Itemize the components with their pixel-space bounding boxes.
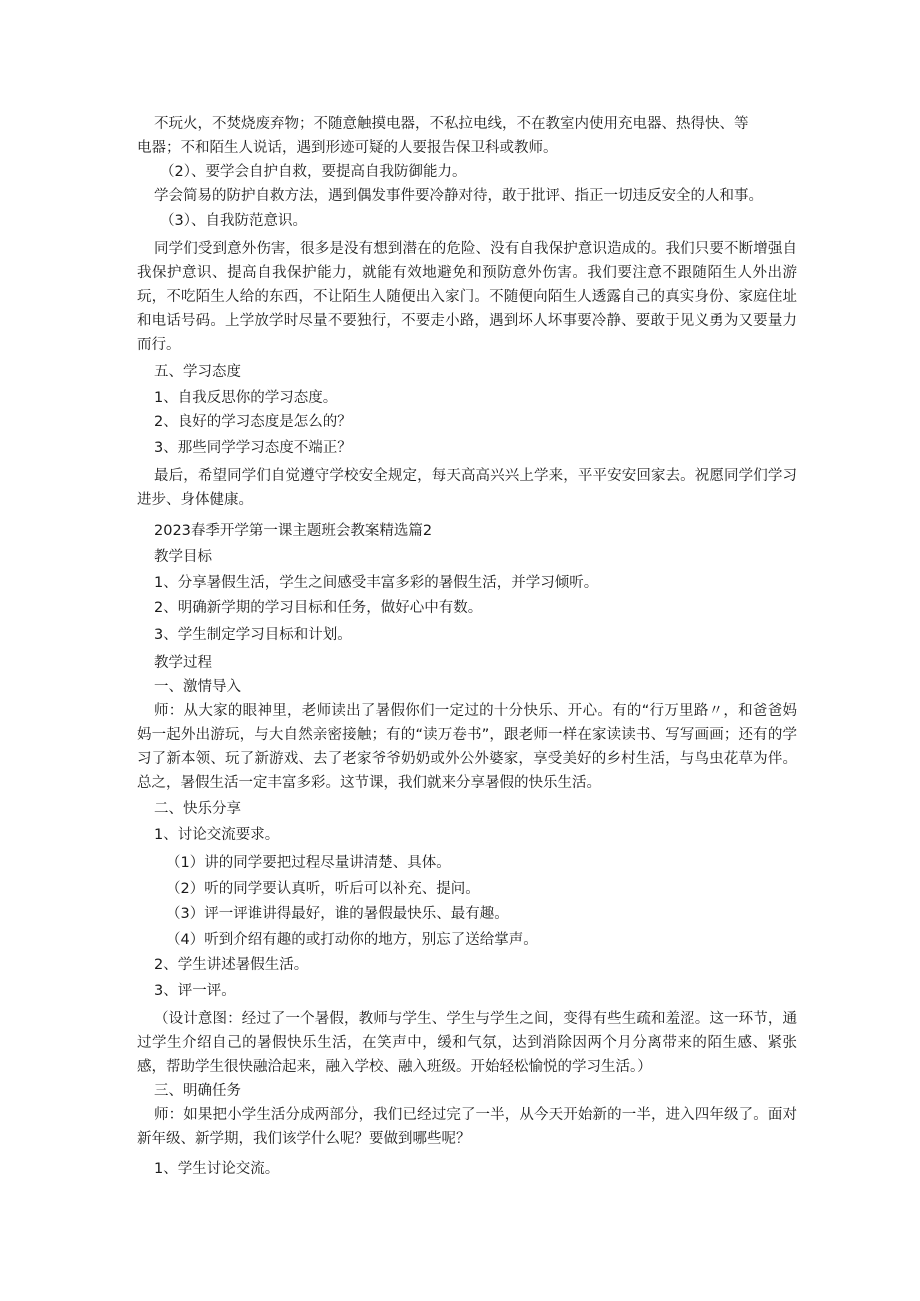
list-item: （2）听的同学要认真听，听后可以补充、提问。 — [166, 881, 480, 897]
section-title: 2023春季开学第一课主题班会教案精选篇2 — [154, 523, 433, 539]
section-heading: 三、明确任务 — [154, 1083, 241, 1099]
text-line: 学会简易的防护自救方法，遇到偶发事件要冷静对待，敢于批评、指正一切违反安全的人和事。 — [154, 188, 763, 204]
list-item: 1、分享暑假生活，学生之间感受丰富多彩的暑假生活，并学习倾听。 — [154, 575, 599, 591]
text-line: 电器；不和陌生人说话，遇到形迹可疑的人要报告保卫科或教师。 — [137, 140, 558, 156]
paragraph: 师：从大家的眼神里，老师读出了暑假你们一定过的十分快乐、开心。有的“行万里路〃，和爸爸妈妈一起外出游玩，与大自然亲密接触；有的“读万卷书”，跟老师一样在家读读书、写写画画；还有的学习了新本领、玩了新游戏、去了老家爷爷奶奶或外公外婆家，享受美好的乡村生活，与鸟虫花草为伴。总之，暑假生活一定丰富多彩。这节课，我们就来分享暑假的快乐生活。 — [137, 703, 797, 791]
list-item: （3）评一评谁讲得最好，谁的暑假最快乐、最有趣。 — [166, 906, 509, 922]
list-item: 3、那些同学学习态度不端正？ — [154, 440, 352, 456]
list-item: （4）听到介绍有趣的或打动你的地方，别忘了送给掌声。 — [166, 932, 538, 948]
paragraph: 师：如果把小学生活分成两部分，我们已经过完了一半，从今天开始新的一半，进入四年级了。面对新年级、新学期，我们该学什么呢？要做到哪些呢？ — [137, 1107, 797, 1147]
paragraph: 同学们受到意外伤害，很多是没有想到潜在的危险、没有自我保护意识造成的。我们只要不断增强自我保护意识、提高自我保护能力，就能有效地避免和预防意外伤害。我们要注意不跟随陌生人外出游玩，不吃陌生人给的东西，不让陌生人随便出入家门。不随便向陌生人透露自己的真实身份、家庭住址和电话号码。上学放学时尽量不要独行，不要走小路，遇到坏人坏事要冷静、要敢于见义勇为又要量力而行。 — [137, 241, 797, 353]
section-heading: 教学目标 — [154, 549, 212, 565]
list-item: 3、学生制定学习目标和计划。 — [154, 627, 352, 643]
text-line: 不玩火，不焚烧废弃物；不随意触摸电器，不私拉电线，不在教室内使用充电器、热得快、等 — [154, 116, 749, 132]
section-heading: 五、学习态度 — [154, 364, 241, 380]
section-heading: 二、快乐分享 — [154, 801, 241, 817]
list-item: 2、明确新学期的学习目标和任务，做好心中有数。 — [154, 600, 483, 616]
list-item: 2、良好的学习态度是怎么的？ — [154, 414, 352, 430]
paragraph: 最后，希望同学们自觉遵守学校安全规定，每天高高兴兴上学来，平平安安回家去。祝愿同学们学习进步、身体健康。 — [137, 468, 797, 508]
section-heading: 一、激情导入 — [154, 679, 241, 695]
list-item: 1、讨论交流要求。 — [154, 827, 280, 843]
text-line: （2）、要学会自护自救，要提高自我防御能力。 — [160, 164, 467, 180]
text-line: （3）、自我防范意识。 — [160, 213, 307, 229]
paragraph: （设计意图：经过了一个暑假，教师与学生、学生与学生之间，变得有些生疏和羞涩。这一环节，通过学生介绍自己的暑假快乐生活，在笑声中，缓和气氛，达到消除因两个月分离带来的陌生感、紧张感，帮助学生很快融洽起来，融入学校、融入班级。开始轻松愉悦的学习生活。） — [137, 1011, 797, 1075]
section-heading: 教学过程 — [154, 655, 212, 671]
list-item: 1、学生讨论交流。 — [154, 1161, 280, 1177]
list-item: 2、学生讲述暑假生活。 — [154, 957, 309, 973]
list-item: 3、评一评。 — [154, 983, 236, 999]
list-item: 1、自我反思你的学习态度。 — [154, 390, 338, 406]
list-item: （1）讲的同学要把过程尽量讲清楚、具体。 — [166, 855, 451, 871]
